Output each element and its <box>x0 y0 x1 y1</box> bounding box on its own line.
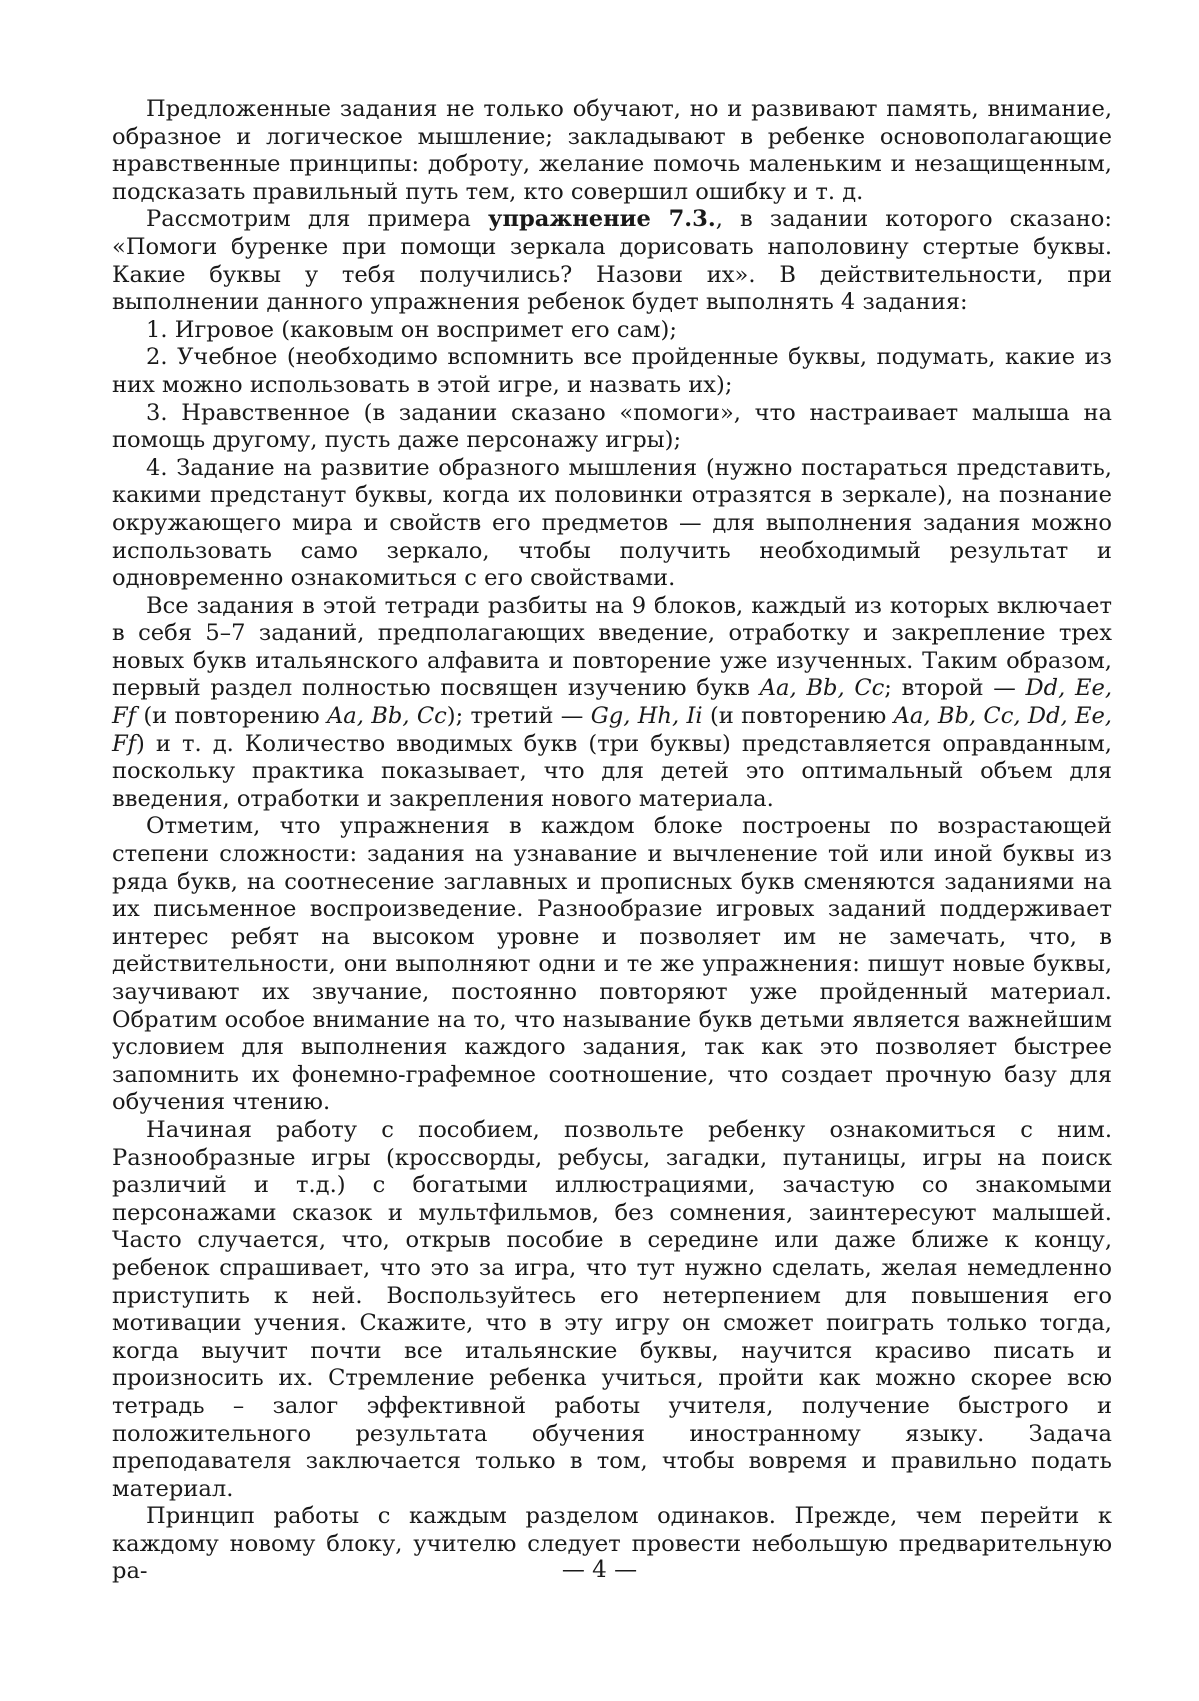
paragraph-blocks-text: (и повторению <box>702 703 894 730</box>
paragraph-complexity: Отметим, что упражнения в каждом блоке построены по возрастающей степени сложности: задания на узнавание и вычленение той или иной буквы из ряда букв, на соотнесение заглавных и прописных букв сменяются заданиями на их письменное воспроизведение. Разнообразие игровых заданий поддерживает интерес ребят на высоком уровне и позволяет им не замечать, что, в действительности, они выполняют одни и те же упражнения: пишут новые буквы, заучивают их звучание, постоянно повторяют уже пройденный материал. Обратим особое внимание на то, что называние букв детьми является важнейшим условием для выполнения каждого задания, так как это позволяет быстрее запомнить их фонемно-графемное соотношение, что создает прочную базу для обучения чтению. <box>112 813 1112 1116</box>
page-number: — 4 — <box>561 1557 638 1583</box>
paragraph-blocks <box>112 593 1112 814</box>
paragraph-example-text: , в задании которого сказано: «Помоги буренке при помощи зеркала дорисовать наполовину стертые буквы. Какие буквы у тебя получились? Назови их». В действительности, при выполнении данного упражнения ребенок будет выполнять 4 задания: <box>112 206 1112 316</box>
paragraph-blocks-text: ) и т. д. Количество вводимых букв (три буквы) представляется оправданным, поскольку практика показывает, что для детей это оптимальный объем для введения, отработки и закрепления нового материала. <box>112 730 1112 812</box>
letters-italic: Gg, Hh, Ii <box>590 703 703 730</box>
paragraph-blocks-text: ; второй — <box>884 675 1026 702</box>
page-body <box>112 96 1112 1586</box>
exercise-reference: упражнение 7.3. <box>487 206 716 233</box>
list-item-moral: 3. Нравственное (в задании сказано «помоги», что настраивает малыша на помощь другому, пусть даже персонажу игры); <box>112 399 1112 454</box>
paragraph-blocks-text: (и повторению <box>136 703 327 730</box>
paragraph-blocks-text: Все задания в этой тетради разбиты на 9 блоков, каждый из которых включает в себя 5–7 заданий, предполагающих введение, отработку и закрепление трех новых букв итальянского алфавита и повторение уже изученных. Таким образом, первый раздел полностью посвящен изучению букв <box>112 592 1112 702</box>
paragraph-example-text: Рассмотрим для примера <box>146 206 488 233</box>
paragraph-intro: Предложенные задания не только обучают, но и развивают память, внимание, образное и логическое мышление; закладывают в ребенке основополагающие нравственные принципы: доброту, желание помочь маленьким и незащищенным, подсказать правильный путь тем, кто совершил ошибку и т. д. <box>112 96 1112 205</box>
list-item-thinking: 4. Задание на развитие образного мышления (нужно постараться представить, какими предстанут буквы, когда их половинки отразятся в зеркале), на познание окружающего мира и свойств его предметов — для выполнения задания можно использовать само зеркало, чтобы получить необходимый результат и одновременно ознакомиться с его свойствами. <box>112 454 1112 592</box>
letters-italic: Aa, Bb, Cc, Dd, Ee, Ff <box>112 703 1112 757</box>
paragraph-blocks-text: ); третий — <box>446 703 591 730</box>
paragraph-example <box>112 206 1112 316</box>
paragraph-principle: Принцип работы с каждым разделом одинаков. Прежде, чем перейти к каждому новому блоку, учителю следует провести небольшую предварительную ра- <box>112 1503 1112 1585</box>
paragraph-getting-started: Начиная работу с пособием, позвольте ребенку ознакомиться с ним. Разнообразные игры (кроссворды, ребусы, загадки, путаницы, игры на поиск различий и т.д.) с богатыми иллюстрациями, зачастую со знакомыми персонажами сказок и мультфильмов, без сомнения, заинтересуют малышей. Часто случается, что, открыв пособие в середине или даже ближе к концу, ребенок спрашивает, что это за игра, что тут нужно сделать, желая немедленно приступить к ней. Воспользуйтесь его нетерпением для повышения его мотивации учения. Скажите, что в эту игру он сможет поиграть только тогда, когда выучит почти все итальянские буквы, научится красиво писать и произносить их. Стремление ребенка учиться, пройти как можно скорее всю тетрадь – залог эффективной работы учителя, получение быстрого и положительного результата обучения иностранному языку. Задача преподавателя заключается только в том, чтобы вовремя и правильно подать материал. <box>112 1116 1112 1502</box>
list-item-study: 2. Учебное (необходимо вспомнить все пройденные буквы, подумать, какие из них можно использовать в этой игре, и назвать их); <box>112 344 1112 398</box>
letters-italic: Aa, Bb, Cc <box>759 675 885 702</box>
letters-italic: Dd, Ee, Ff <box>112 675 1112 730</box>
letters-italic: Aa, Bb, Cc <box>326 703 447 730</box>
list-item-game: 1. Игровое (каковым он воспримет его сам); <box>146 316 677 343</box>
